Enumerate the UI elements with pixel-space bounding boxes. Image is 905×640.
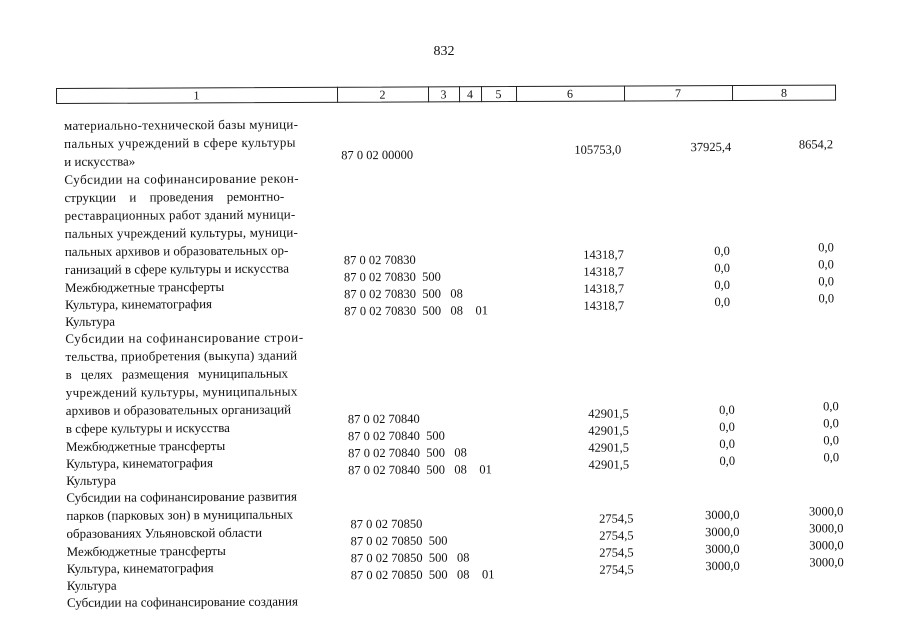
text-line: Субсидии на софинансирование строи- xyxy=(65,329,304,346)
text-line: Межбюджетные трансферты xyxy=(65,437,226,454)
row-value-col6: 42901,5 xyxy=(588,440,630,455)
row-code: 87 0 02 70830 500 08 xyxy=(344,286,463,302)
text-line: учреждений культуры, муниципальных xyxy=(65,383,298,400)
row-code: 87 0 02 70850 500 08 xyxy=(350,550,470,566)
text-line: Культура, кинематография xyxy=(65,296,213,312)
header-col-6: 6 xyxy=(566,86,574,101)
row-code: 87 0 02 00000 xyxy=(341,147,414,163)
row-value-col7: 3000,0 xyxy=(705,558,740,574)
text-line: Субсидии на софинансирование создания xyxy=(66,593,298,610)
row-code: 87 0 02 70840 xyxy=(347,411,420,427)
row-value-col6: 105753,0 xyxy=(574,142,622,157)
text-line: струкции и проведения ремонтно- xyxy=(64,188,285,205)
header-col-2: 2 xyxy=(379,87,386,102)
text-line: тельства, приобретения (выкупа) зданий xyxy=(65,347,298,364)
row-code: 87 0 02 70840 500 08 xyxy=(347,445,467,461)
text-line: ганизаций в сфере культуры и искусства xyxy=(64,260,290,277)
row-value-col6: 42901,5 xyxy=(588,457,630,472)
row-code: 87 0 02 70850 xyxy=(350,516,423,532)
row-value-col8: 3000,0 xyxy=(808,504,844,519)
row-value-col6: 2754,5 xyxy=(599,562,634,577)
text-line: архивов и образовательных организаций xyxy=(65,401,292,418)
row-code: 87 0 02 70830 xyxy=(343,252,416,268)
text-line: Культура xyxy=(66,577,117,593)
text-line: парков (парковых зон) в муниципальных xyxy=(66,506,294,523)
row-value-col7: 37925,4 xyxy=(690,139,732,155)
row-value-col8: 0,0 xyxy=(823,416,839,431)
row-value-col8: 0,0 xyxy=(818,274,835,289)
text-line: Субсидии на софинансирование рекон- xyxy=(64,170,300,187)
text-line: реставрационных работ зданий муници- xyxy=(64,206,296,223)
row-value-col8: 0,0 xyxy=(818,240,834,255)
row-value-col8: 3000,0 xyxy=(809,538,844,553)
row-value-col7: 0,0 xyxy=(719,419,735,434)
row-value-col7: 0,0 xyxy=(714,243,730,259)
row-value-col6: 2754,5 xyxy=(599,545,634,560)
text-line: Культура xyxy=(66,472,117,488)
row-value-col8: 0,0 xyxy=(823,433,840,448)
row-value-col6: 14318,7 xyxy=(583,264,624,279)
text-line: и искусства» xyxy=(64,153,136,169)
row-value-col6: 2754,5 xyxy=(599,528,634,543)
row-value-col7: 0,0 xyxy=(714,294,731,310)
row-value-col8: 0,0 xyxy=(823,450,840,465)
row-value-col6: 14318,7 xyxy=(583,298,625,313)
row-value-col8: 3000,0 xyxy=(809,521,844,536)
row-value-col7: 0,0 xyxy=(714,260,730,276)
row-value-col8: 8654,2 xyxy=(798,137,834,152)
row-code: 87 0 02 70830 500 08 01 xyxy=(344,303,488,319)
row-value-col7: 0,0 xyxy=(719,436,736,451)
header-col-1: 1 xyxy=(193,88,200,103)
text-line: Культура xyxy=(65,313,116,329)
row-code: 87 0 02 70830 500 xyxy=(343,269,441,285)
row-value-col8: 0,0 xyxy=(818,291,835,306)
header-col-7: 7 xyxy=(674,86,682,101)
text-line: Межбюджетные трансферты xyxy=(64,279,225,295)
text-line: Межбюджетные трансферты xyxy=(66,542,226,559)
row-code: 87 0 02 70850 500 08 01 xyxy=(350,567,495,583)
row-value-col6: 2754,5 xyxy=(599,511,634,526)
text-line: Культура, кинематография xyxy=(66,560,214,576)
row-value-col8: 0,0 xyxy=(818,257,834,272)
row-value-col7: 0,0 xyxy=(719,453,736,468)
header-col-8: 8 xyxy=(780,85,788,100)
row-value-col6: 14318,7 xyxy=(583,247,624,262)
text-line: в сфере культуры и искусства xyxy=(65,419,230,436)
row-value-col6: 42901,5 xyxy=(588,406,629,421)
text-line: Культура, кинематография xyxy=(66,455,214,471)
row-value-col6: 14318,7 xyxy=(583,281,625,296)
text-line: образованиях Ульяновской области xyxy=(66,524,263,541)
row-value-col7: 3000,0 xyxy=(705,507,740,523)
row-value-col8: 3000,0 xyxy=(809,555,844,570)
row-code: 87 0 02 70840 500 08 01 xyxy=(348,462,492,478)
text-line: материально-технической базы муници- xyxy=(63,116,299,133)
text-line: пальных учреждений культуры, муници- xyxy=(64,224,299,241)
row-code: 87 0 02 70840 500 xyxy=(347,428,445,444)
row-value-col7: 0,0 xyxy=(719,402,735,417)
row-value-col7: 3000,0 xyxy=(705,541,740,557)
text-line: в целях размещения муниципальных xyxy=(65,365,289,382)
row-value-col8: 0,0 xyxy=(823,399,839,414)
text-line: пальных учреждений в сфере культуры xyxy=(64,134,296,151)
row-code: 87 0 02 70850 500 xyxy=(350,533,448,549)
header-col-3: 3 xyxy=(440,87,447,102)
header-col-5: 5 xyxy=(495,87,502,102)
row-value-col7: 0,0 xyxy=(714,277,731,293)
text-line: пальных архивов и образовательных ор- xyxy=(64,242,289,259)
text-line: Субсидии на софинансирование развития xyxy=(66,488,297,505)
row-value-col7: 3000,0 xyxy=(705,524,740,540)
row-value-col6: 42901,5 xyxy=(588,423,629,438)
page-number: 832 xyxy=(433,44,455,59)
header-col-4: 4 xyxy=(467,87,474,102)
